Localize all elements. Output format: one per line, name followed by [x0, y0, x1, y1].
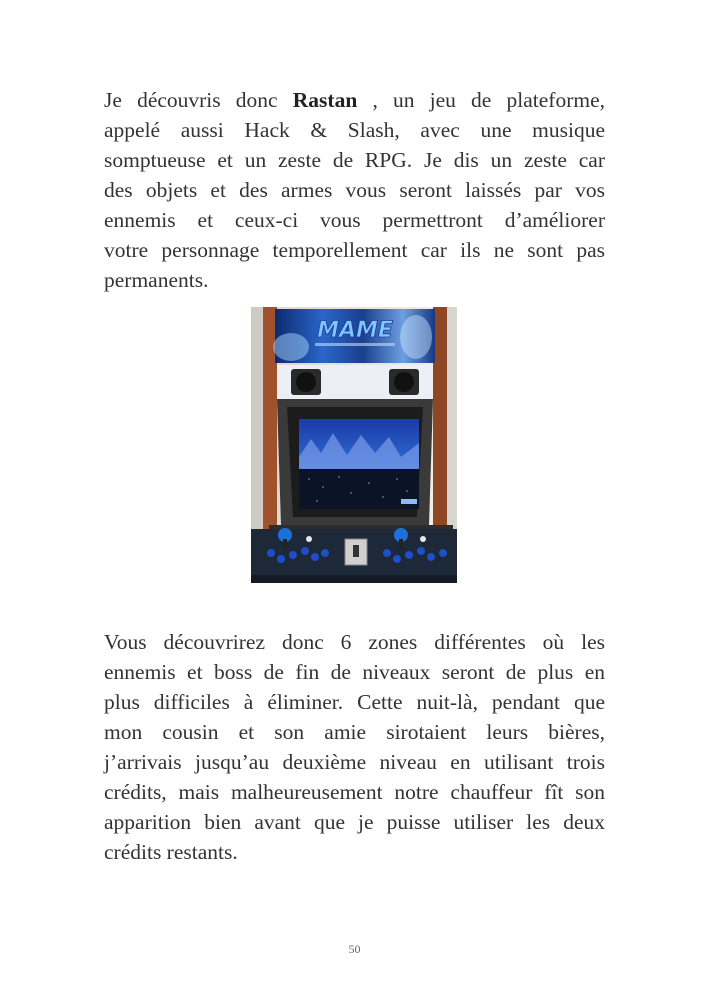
paragraph-rastan-intro	[104, 85, 605, 295]
text-line: Je découvris donc Rastan , un jeu de plateforme,	[104, 88, 605, 112]
marquee-logo: MAME	[317, 318, 393, 343]
text-line: mon cousin et son amie sirotaient leurs bières,	[104, 720, 605, 744]
text-line: somptueuse et un zeste de RPG. Je dis un zeste car	[104, 148, 605, 172]
text-line: apparition bien avant que je puisse utiliser les deux	[104, 810, 605, 834]
text-line: Vous découvrirez donc 6 zones différentes où les	[104, 630, 605, 654]
text-line: j’arrivais jusqu’au deuxième niveau en utilisant trois	[104, 750, 605, 774]
text-line: votre personnage temporellement car ils ne sont pas	[104, 238, 605, 262]
paragraph-zones	[104, 627, 605, 867]
arcade-cabinet-photo	[251, 307, 457, 583]
text-line: ennemis et ceux-ci vous permettront d’améliorer	[104, 208, 605, 232]
text-line: appelé aussi Hack & Slash, avec une musique	[104, 118, 605, 142]
game-title-rastan: Rastan	[292, 88, 358, 112]
text-line: permanents.	[104, 268, 209, 292]
page-number: 50	[348, 942, 361, 956]
text-line: ennemis et boss de fin de niveaux seront de plus en	[104, 660, 605, 684]
text-line: des objets et des armes vous seront laissés par vos	[104, 178, 605, 202]
text-line: crédits, mais malheureusement notre chauffeur fît son	[104, 780, 605, 804]
text-line: plus difficiles à éliminer. Cette nuit-là, pendant que	[104, 690, 605, 714]
text-line: crédits restants.	[104, 840, 238, 864]
